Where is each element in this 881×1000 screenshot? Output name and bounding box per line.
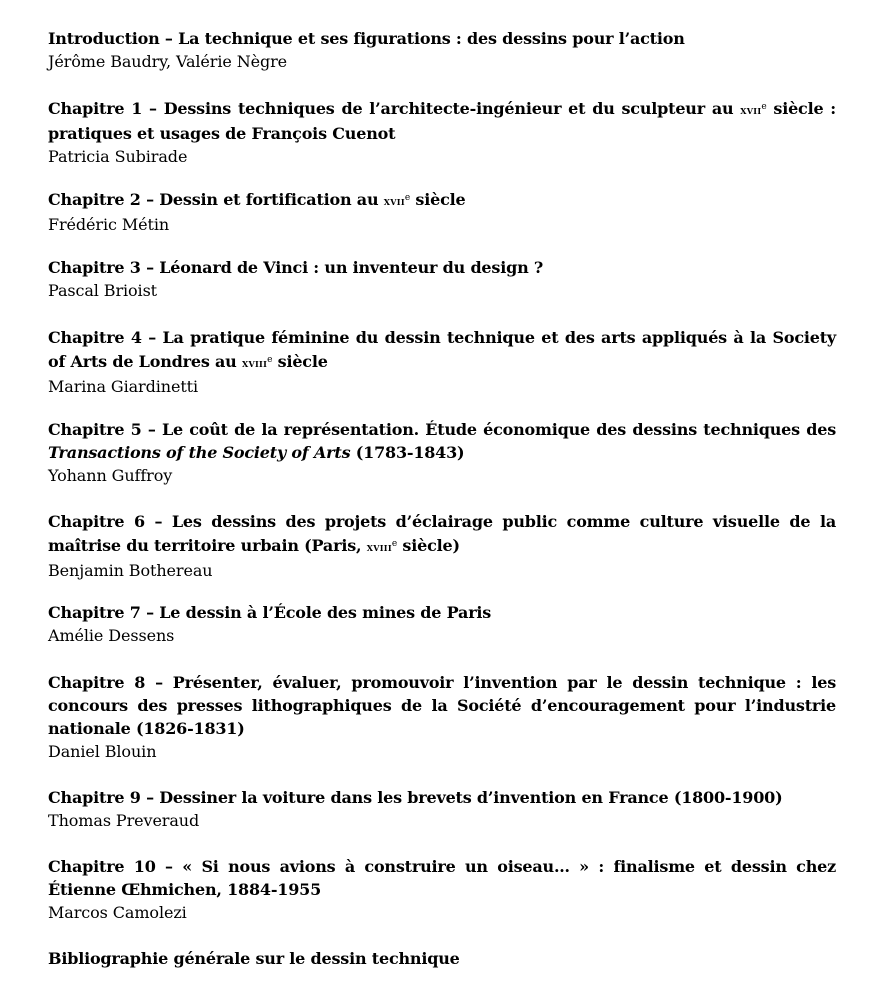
- toc-entry-chapter-6[interactable]: [48, 510, 836, 582]
- toc-entry-chapter-9[interactable]: [48, 786, 836, 832]
- entry-author: Jérôme Baudry, Valérie Nègre: [48, 52, 288, 71]
- century-numeral: xviii: [241, 356, 268, 370]
- title-part: La pratique féminine du dessin technique et des arts appliqués à la Society of Arts de Londres au: [48, 328, 837, 371]
- chapter-label: Chapitre 1 –: [48, 99, 164, 118]
- chapter-label: Chapitre 7 –: [48, 603, 160, 622]
- title-part: Présenter, évaluer, promouvoir l’invention par le dessin technique : les concours des presses lithographiques de la Société d’encouragement pour l’industrie nationale (1826-1831): [48, 673, 837, 738]
- entry-title: [48, 96, 836, 145]
- century-superscript: e: [391, 539, 398, 549]
- chapter-label: Chapitre 10 –: [48, 857, 183, 876]
- entry-title: [48, 855, 836, 901]
- toc-entry-chapter-7[interactable]: [48, 601, 836, 647]
- entry-title: Introduction – La technique et ses figurations : des dessins pour l’action: [48, 29, 685, 48]
- century-numeral: xvii: [383, 194, 405, 208]
- title-part: « Si nous avions à construire un oiseau… » : finalisme et dessin chez Étienne Œhmichen, 1884-1955: [48, 857, 836, 899]
- entry-title: [48, 187, 836, 213]
- entry-author: Frédéric Métin: [48, 215, 170, 234]
- chapter-label: Chapitre 8 –: [48, 673, 173, 692]
- entry-author: Marina Giardinetti: [48, 377, 199, 396]
- entry-author: Benjamin Bothereau: [48, 561, 213, 580]
- toc-entry-bibliography[interactable]: [48, 947, 836, 970]
- century-numeral: xvii: [740, 103, 762, 117]
- chapter-label: Chapitre 4 –: [48, 328, 163, 347]
- entry-author: Pascal Brioist: [48, 281, 158, 300]
- century-superscript: e: [761, 102, 767, 112]
- title-part: Le coût de la représentation. Étude économique des dessins techniques des: [161, 420, 836, 439]
- entry-title: [48, 671, 836, 740]
- entry-title: [48, 256, 836, 279]
- title-part: Dessin et fortification au: [159, 190, 384, 209]
- toc-entry-chapter-5[interactable]: [48, 418, 836, 487]
- toc-entry-chapter-1[interactable]: [48, 96, 836, 168]
- toc-entry-introduction[interactable]: [48, 27, 836, 73]
- entry-title: Bibliographie générale sur le dessin technique: [48, 949, 460, 968]
- toc-entry-chapter-3[interactable]: [48, 256, 836, 302]
- chapter-label: Chapitre 6 –: [48, 512, 172, 531]
- toc-entry-chapter-10[interactable]: [48, 855, 836, 924]
- chapter-label: Chapitre 3 –: [48, 258, 160, 277]
- title-part: Léonard de Vinci : un inventeur du design ?: [159, 258, 544, 277]
- entry-author: Amélie Dessens: [48, 626, 175, 645]
- entry-title: [48, 601, 836, 624]
- title-part: Dessins techniques de l’architecte-ingénieur et du sculpteur au: [163, 99, 741, 118]
- toc-entry-chapter-2[interactable]: [48, 187, 836, 236]
- chapter-label: Chapitre 9 –: [48, 788, 160, 807]
- entry-author: Daniel Blouin: [48, 742, 157, 761]
- entry-author: Thomas Preveraud: [48, 811, 200, 830]
- entry-title: [48, 418, 836, 464]
- chapter-label: Chapitre 5 –: [48, 420, 162, 439]
- entry-author: Yohann Guffroy: [48, 466, 173, 485]
- entry-title: [48, 510, 836, 559]
- entry-author: Marcos Camolezi: [48, 903, 187, 922]
- title-part: Le dessin à l’École des mines de Paris: [159, 603, 492, 622]
- century-superscript: e: [404, 193, 411, 203]
- century-superscript: e: [267, 355, 273, 365]
- italic-title: Transactions of the Society of Arts: [48, 443, 351, 462]
- toc-entry-chapter-8[interactable]: [48, 671, 836, 763]
- title-part: siècle: [410, 190, 466, 209]
- title-part: (1783-1843): [350, 443, 465, 462]
- title-part: Dessiner la voiture dans les brevets d’invention en France (1800-1900): [159, 788, 783, 807]
- title-part: Les dessins des projets d’éclairage public comme culture visuelle de la maîtrise du territoire urbain (Paris,: [48, 512, 836, 555]
- title-part: siècle: [272, 352, 328, 371]
- century-numeral: xviii: [366, 540, 392, 554]
- entry-title: [48, 326, 836, 375]
- entry-author: Patricia Subirade: [48, 147, 188, 166]
- title-part: siècle : pratiques et usages de François Cuenot: [48, 99, 837, 143]
- chapter-label: Chapitre 2 –: [48, 190, 160, 209]
- toc-entry-chapter-4[interactable]: [48, 326, 836, 398]
- entry-title: [48, 786, 836, 809]
- title-part: siècle): [397, 536, 460, 555]
